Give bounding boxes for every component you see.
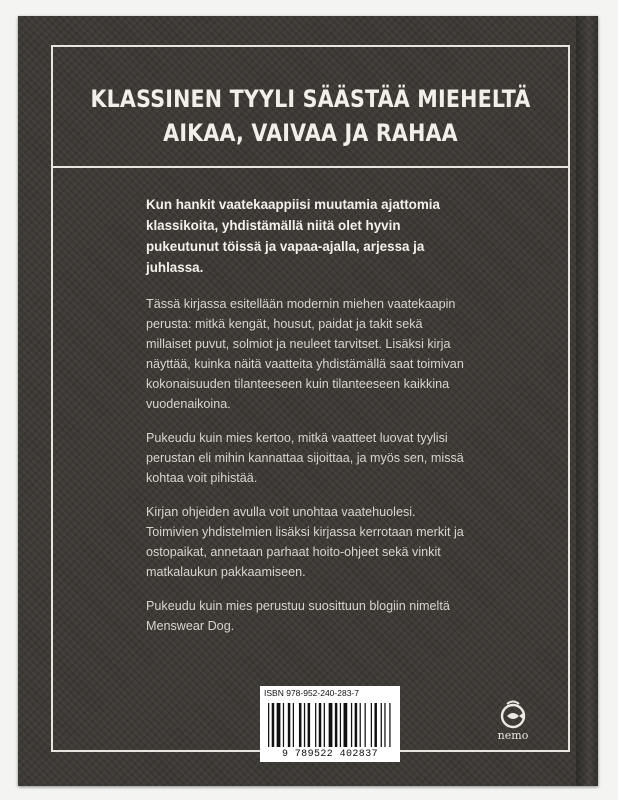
spine-edge [576, 16, 598, 786]
blurb-paragraph-2: Pukeudu kuin mies kertoo, mitkä vaatteet luovat tyylisi perustan eli mihin kannattaa sijoittaa, ja myös sen, missä kohtaa voit pihistää. [146, 431, 464, 485]
blurb-paragraph-4: Pukeudu kuin mies perustuu suosittuun blogiin nimeltä Menswear Dog. [146, 599, 450, 633]
headline-line-2: AIKAA, VAIVAA JA RAHAA [163, 119, 458, 147]
headline-divider [51, 166, 570, 168]
blurb-paragraph-3: Kirjan ohjeiden avulla voit unohtaa vaatehuolesi. Toimivien yhdistelmien lisäksi kirjassa kerrotaan merkit ja ostopaikat, annetaan parhaat hoito-ohjeet sekä vinkit matkalaukun pakkaamiseen. [146, 505, 464, 579]
barcode-label [260, 686, 400, 766]
headline-line-1: KLASSINEN TYYLI SÄÄSTÄÄ MIEHELTÄ [90, 85, 531, 113]
book-back-cover [18, 16, 598, 786]
fish-bowl-icon [496, 699, 530, 729]
publisher-logo [488, 699, 538, 751]
headline [89, 82, 532, 150]
barcode-icon [260, 700, 400, 750]
blurb [146, 194, 466, 650]
publisher-name: nemo [497, 729, 529, 742]
ean-text: 9 789522 402837 [260, 748, 400, 762]
blurb-lead: Kun hankit vaatekaappiisi muutamia ajattomia klassikoita, yhdistämällä niitä olet hyvin pukeutunut töissä ja vapaa-ajalla, arjessa ja juhlassa. [146, 197, 440, 275]
blurb-paragraph-1: Tässä kirjassa esitellään modernin miehen vaatekaapin perusta: mitkä kengät, housut, paidat ja takit sekä millaiset puvut, solmiot ja neuleet tarvitset. Lisäksi kirja näyttää, kuinka näitä vaatteita yhdistämällä saat toimivan kokonaisuuden tilanteeseen kuin tilanteeseen kaikkina vuodenaikoina. [146, 297, 464, 411]
isbn-text: ISBN 978-952-240-283-7 [260, 686, 400, 700]
